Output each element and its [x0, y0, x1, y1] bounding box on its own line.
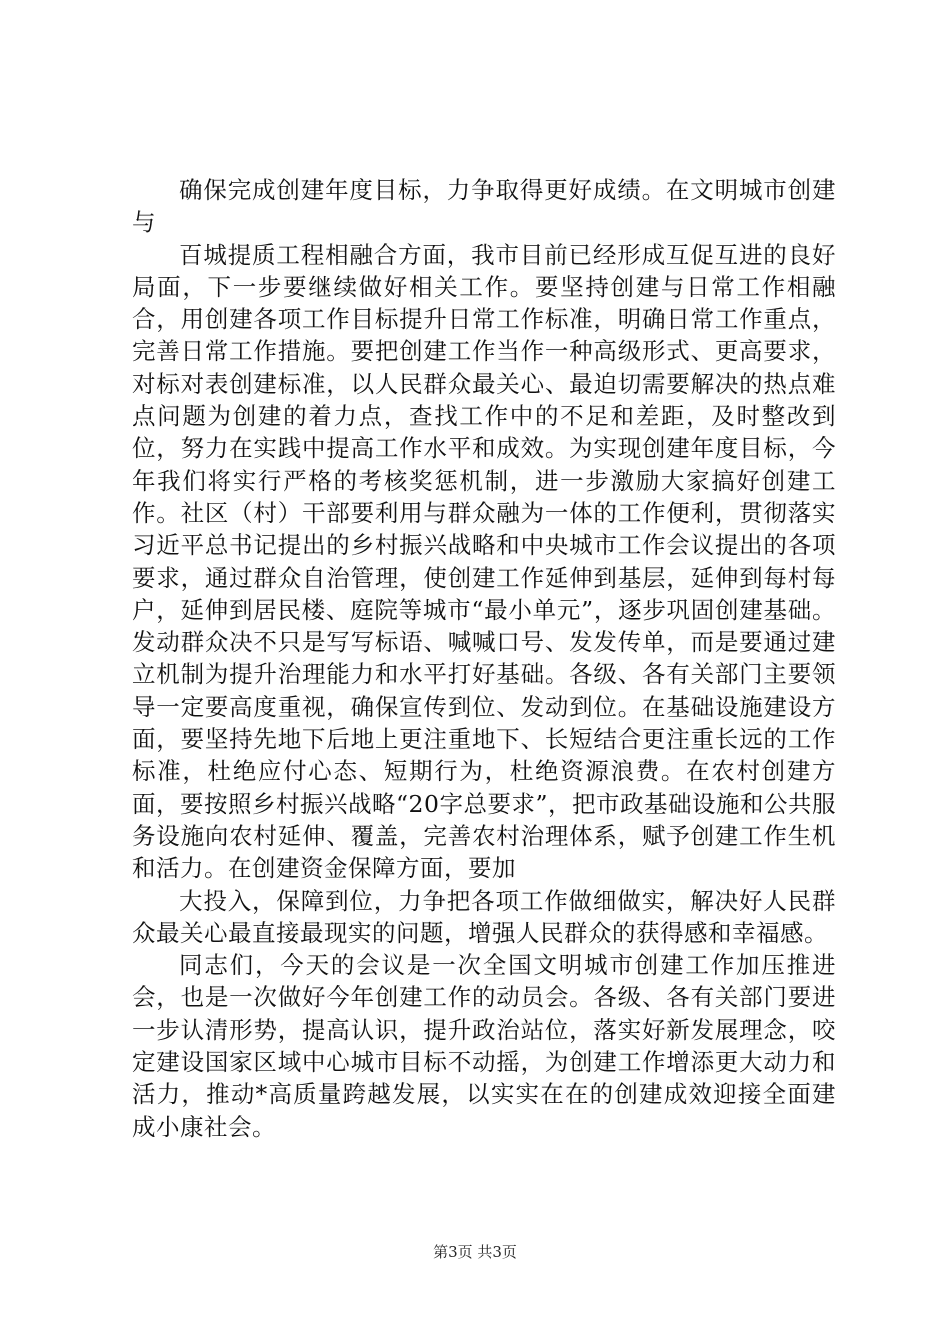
document-body — [132, 174, 836, 1143]
paragraph: 百城提质工程相融合方面，我市目前已经形成互促互进的良好局面，下一步要继续做好相关工作。要坚持创建与日常工作相融合，用创建各项工作目标提升日常工作标准，明确日常工作重点，完善日常工作措施。要把创建工作当作一种高级形式、更高要求，对标对表创建标准，以人民群众最关心、最迫切需要解决的热点难点问题为创建的着力点，查找工作中的不足和差距，及时整改到位，努力在实践中提高工作水平和成效。为实现创建年度目标，今年我们将实行严格的考核奖惩机制，进一步激励大家搞好创建工作。社区（村）干部要利用与群众融为一体的工作便利，贯彻落实习近平总书记提出的乡村振兴战略和中央城市工作会议提出的各项要求，通过群众自治管理，使创建工作延伸到基层，延伸到每村每户，延伸到居民楼、庭院等城市“最小单元”，逐步巩固创建基础。发动群众决不只是写写标语、喊喊口号、发发传单，而是要通过建立机制为提升治理能力和水平打好基础。各级、各有关部门主要领导一定要高度重视，确保宣传到位、发动到位。在基础设施建设方面，要坚持先地下后地上更注重地下、长短结合更注重长远的工作标准，杜绝应付心态、短期行为，杜绝资源浪费。在农村创建方面，要按照乡村振兴战略“20字总要求”，把市政基础设施和公共服务设施向农村延伸、覆盖，完善农村治理体系，赋予创建工作生机和活力。在创建资金保障方面，要加 — [132, 240, 836, 883]
paragraph: 确保完成创建年度目标，力争取得更好成绩。在文明城市创建与 — [132, 176, 836, 237]
paragraph: 同志们，今天的会议是一次全国文明城市创建工作加压推进会，也是一次做好今年创建工作的动员会。各级、各有关部门要进一步认清形势，提高认识，提升政治站位，落实好新发展理念，咬定建设国家区域中心城市目标不动摇，为创建工作增添更大动力和活力，推动*高质量跨越发展，以实实在在的创建成效迎接全面建成小康社会。 — [132, 951, 836, 1141]
page-number-footer: 第3页 共3页 — [433, 1243, 517, 1261]
paragraph: 大投入，保障到位，力争把各项工作做细做实，解决好人民群众最关心最直接最现实的问题，增强人民群众的获得感和幸福感。 — [132, 886, 836, 947]
